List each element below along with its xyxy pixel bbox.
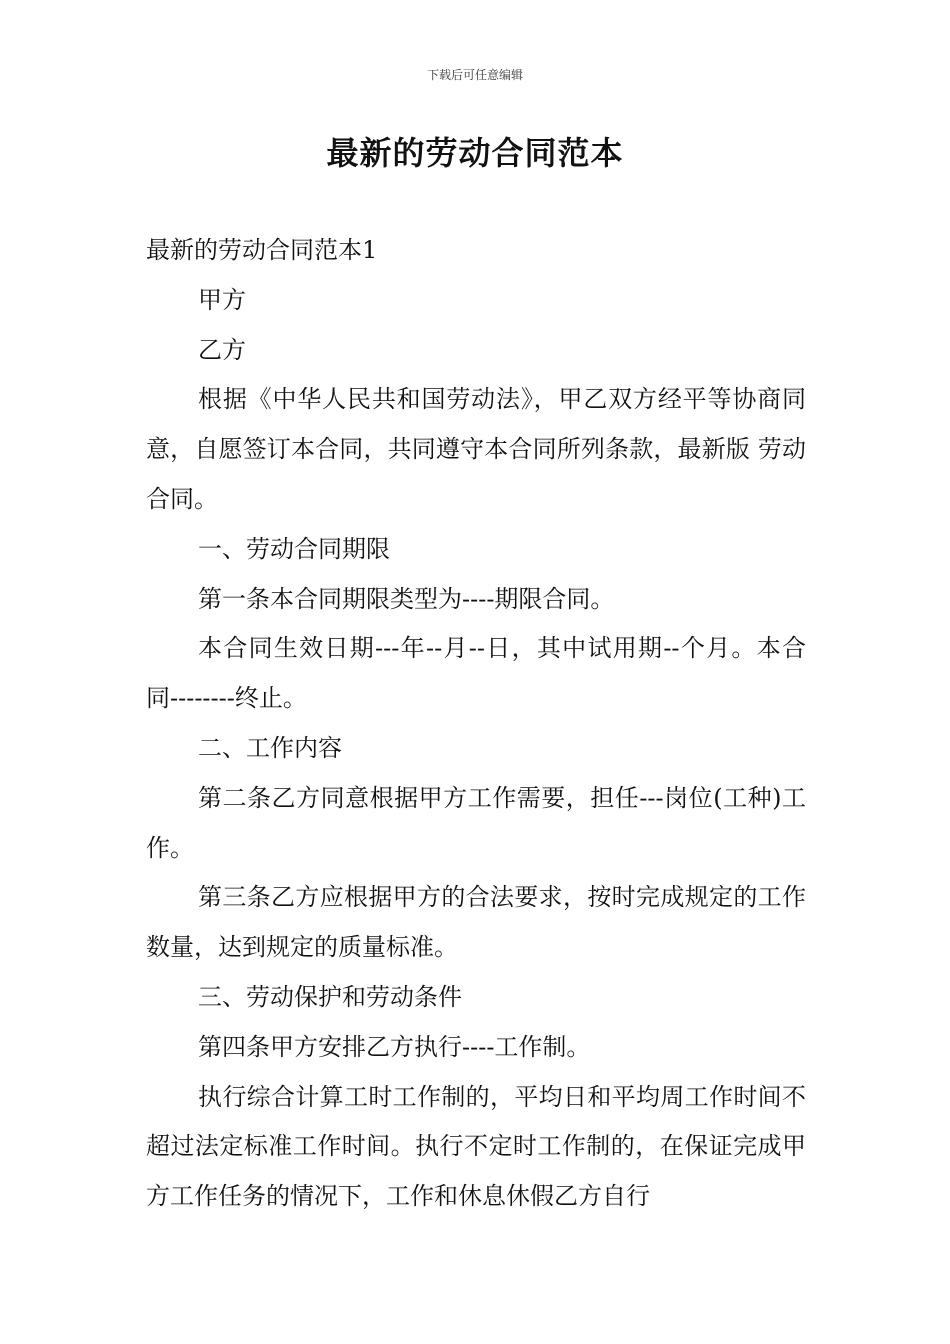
paragraph: 第一条本合同期限类型为----期限合同。	[198, 584, 615, 613]
paragraph: 第二条乙方同意根据甲方工作需要，担任---岗位(工种)工作。	[146, 783, 806, 862]
paragraph: 第三条乙方应根据甲方的合法要求，按时完成规定的工作数量，达到规定的质量标准。	[146, 883, 806, 962]
paragraph: 第四条甲方安排乙方执行----工作制。	[198, 1032, 591, 1061]
header-note: 下载后可任意编辑	[426, 68, 523, 82]
document-body	[146, 226, 806, 1222]
paragraph: 甲方	[198, 285, 246, 314]
section-heading: 一、劳动合同期限	[198, 534, 390, 563]
paragraph: 本合同生效日期---年--月--日，其中试用期--个月。本合同--------终止。	[146, 634, 806, 713]
section-heading: 三、劳动保护和劳动条件	[198, 982, 462, 1011]
paragraph: 最新的劳动合同范本1	[146, 236, 378, 264]
paragraph: 根据《中华人民共和国劳动法》，甲乙双方经平等协商同意，自愿签订本合同，共同遵守本合同所列条款，最新版 劳动合同。	[146, 385, 806, 513]
paragraph: 执行综合计算工时工作制的，平均日和平均周工作时间不超过法定标准工作时间。执行不定时工作制的，在保证完成甲方工作任务的情况下，工作和休息休假乙方自行	[146, 1082, 806, 1211]
document-title: 最新的劳动合同范本	[326, 134, 624, 172]
paragraph: 乙方	[198, 335, 246, 364]
section-heading: 二、工作内容	[198, 733, 342, 762]
